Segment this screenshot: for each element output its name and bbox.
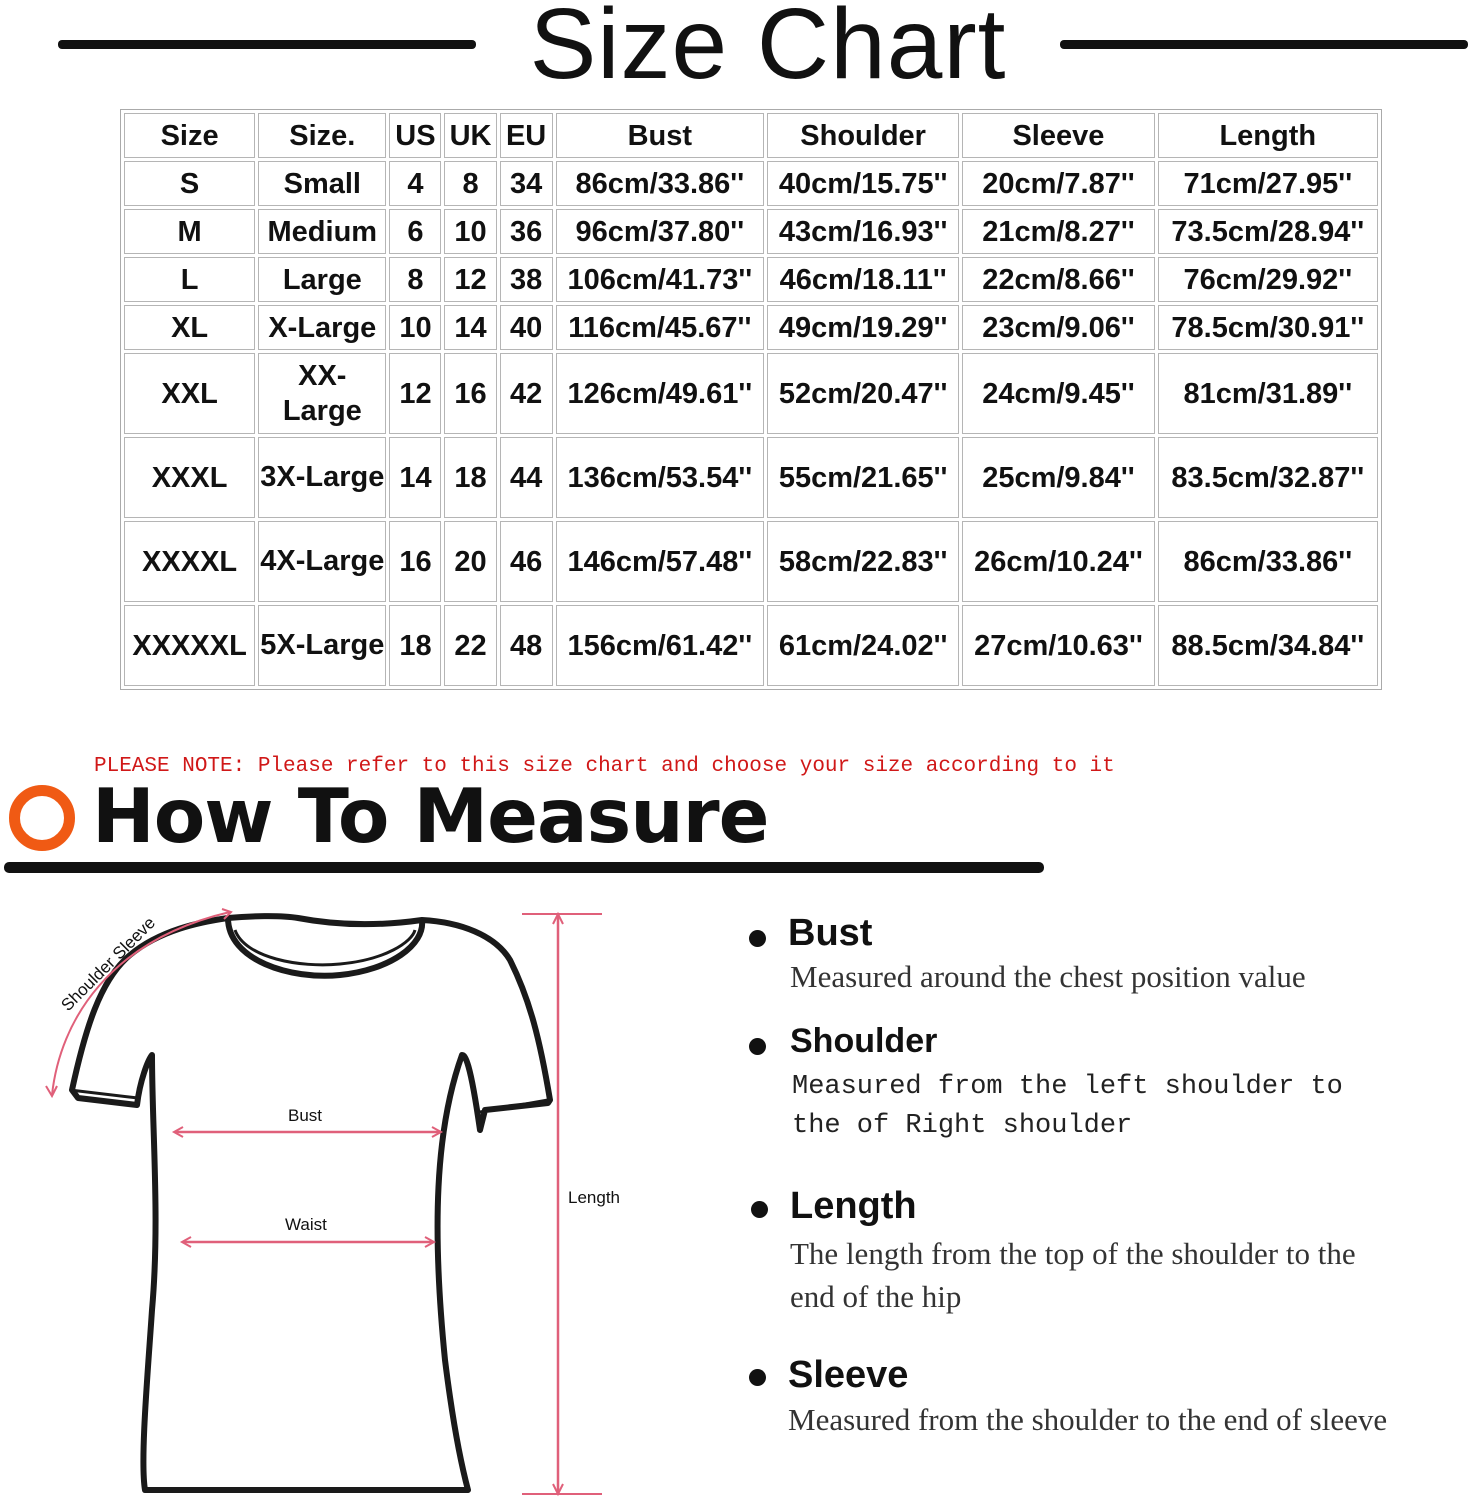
sleeve-heading: Sleeve bbox=[788, 1354, 909, 1396]
shoulder-description: Measured from the left shoulder to the of Right shoulder bbox=[792, 1072, 1343, 1141]
table-cell: 36 bbox=[500, 209, 553, 254]
bullet-icon bbox=[749, 1369, 766, 1386]
table-cell: XXL bbox=[124, 353, 255, 434]
bust-heading: Bust bbox=[788, 912, 873, 954]
table-cell: 10 bbox=[389, 305, 441, 350]
shoulder-heading: Shoulder bbox=[790, 1022, 938, 1060]
table-cell: XXXL bbox=[124, 437, 255, 518]
table-header-row bbox=[124, 113, 1378, 158]
table-row bbox=[124, 161, 1378, 206]
table-cell: 61cm/24.02'' bbox=[767, 605, 959, 686]
length-label: Length bbox=[568, 1188, 620, 1207]
table-cell: 5X-Large bbox=[258, 605, 386, 686]
table-cell: 34 bbox=[500, 161, 553, 206]
sleeve-description: Measured from the shoulder to the end of sleeve bbox=[788, 1402, 1388, 1437]
table-cell: 46 bbox=[500, 521, 553, 602]
table-header-cell: US bbox=[389, 113, 441, 158]
table-header-cell: Sleeve bbox=[962, 113, 1154, 158]
table-cell: 6 bbox=[389, 209, 441, 254]
table-cell: 8 bbox=[444, 161, 496, 206]
bullet-icon bbox=[749, 1038, 766, 1055]
bullet-icon bbox=[751, 1201, 768, 1218]
page-title: Size Chart bbox=[529, 0, 1007, 100]
table-cell: XX-Large bbox=[258, 353, 386, 434]
table-cell: 81cm/31.89'' bbox=[1158, 353, 1378, 434]
table-row bbox=[124, 257, 1378, 302]
table-cell: 136cm/53.54'' bbox=[556, 437, 764, 518]
table-cell: 43cm/16.93'' bbox=[767, 209, 959, 254]
title-rule-left bbox=[58, 40, 476, 49]
table-cell: S bbox=[124, 161, 255, 206]
table-cell: XL bbox=[124, 305, 255, 350]
length-heading: Length bbox=[790, 1185, 917, 1227]
table-cell: L bbox=[124, 257, 255, 302]
table-header-cell: UK bbox=[444, 113, 496, 158]
table-cell: 40cm/15.75'' bbox=[767, 161, 959, 206]
table-row bbox=[124, 305, 1378, 350]
table-cell: 76cm/29.92'' bbox=[1158, 257, 1378, 302]
table-cell: 4X-Large bbox=[258, 521, 386, 602]
table-cell: 73.5cm/28.94'' bbox=[1158, 209, 1378, 254]
table-row bbox=[124, 437, 1378, 518]
table-cell: 156cm/61.42'' bbox=[556, 605, 764, 686]
table-cell: XXXXXL bbox=[124, 605, 255, 686]
table-cell: 22 bbox=[444, 605, 496, 686]
table-cell: 22cm/8.66'' bbox=[962, 257, 1154, 302]
shoulder-sleeve-label: Shoulder Sleeve bbox=[57, 913, 160, 1015]
table-header-cell: Bust bbox=[556, 113, 764, 158]
table-cell: 12 bbox=[389, 353, 441, 434]
table-cell: 16 bbox=[389, 521, 441, 602]
table-cell: 25cm/9.84'' bbox=[962, 437, 1154, 518]
title-rule-right bbox=[1060, 40, 1468, 49]
tshirt-outline bbox=[72, 916, 550, 1490]
bullet-icon bbox=[749, 930, 766, 947]
table-cell: 23cm/9.06'' bbox=[962, 305, 1154, 350]
table-header-cell: EU bbox=[500, 113, 553, 158]
table-cell: 18 bbox=[444, 437, 496, 518]
table-row bbox=[124, 353, 1378, 434]
table-cell: X-Large bbox=[258, 305, 386, 350]
table-cell: 27cm/10.63'' bbox=[962, 605, 1154, 686]
table-cell: 14 bbox=[444, 305, 496, 350]
table-cell: 12 bbox=[444, 257, 496, 302]
table-cell: 86cm/33.86'' bbox=[1158, 521, 1378, 602]
table-row bbox=[124, 521, 1378, 602]
table-cell: Small bbox=[258, 161, 386, 206]
please-note: PLEASE NOTE: Please refer to this size chart and choose your size according to it bbox=[94, 755, 1115, 778]
table-header-cell: Length bbox=[1158, 113, 1378, 158]
table-cell: 10 bbox=[444, 209, 496, 254]
table-cell: 20 bbox=[444, 521, 496, 602]
table-cell: 42 bbox=[500, 353, 553, 434]
table-cell: 88.5cm/34.84'' bbox=[1158, 605, 1378, 686]
table-cell: 49cm/19.29'' bbox=[767, 305, 959, 350]
table-cell: 86cm/33.86'' bbox=[556, 161, 764, 206]
size-chart-header bbox=[0, 0, 1472, 100]
bust-description: Measured around the chest position value bbox=[790, 959, 1306, 994]
table-cell: 26cm/10.24'' bbox=[962, 521, 1154, 602]
table-cell: 96cm/37.80'' bbox=[556, 209, 764, 254]
table-cell: 21cm/8.27'' bbox=[962, 209, 1154, 254]
table-cell: 24cm/9.45'' bbox=[962, 353, 1154, 434]
table-cell: 46cm/18.11'' bbox=[767, 257, 959, 302]
table-cell: 58cm/22.83'' bbox=[767, 521, 959, 602]
tshirt-measure-diagram bbox=[40, 900, 660, 1500]
table-cell: 55cm/21.65'' bbox=[767, 437, 959, 518]
table-cell: XXXXL bbox=[124, 521, 255, 602]
table-cell: 14 bbox=[389, 437, 441, 518]
table-cell: M bbox=[124, 209, 255, 254]
table-row bbox=[124, 209, 1378, 254]
tshirt-neckline bbox=[228, 918, 422, 976]
table-cell: Medium bbox=[258, 209, 386, 254]
ring-icon bbox=[9, 785, 75, 851]
table-cell: 48 bbox=[500, 605, 553, 686]
table-cell: 40 bbox=[500, 305, 553, 350]
bust-label: Bust bbox=[288, 1106, 323, 1125]
table-cell: 83.5cm/32.87'' bbox=[1158, 437, 1378, 518]
table-cell: 44 bbox=[500, 437, 553, 518]
table-header-cell: Size. bbox=[258, 113, 386, 158]
table-cell: 20cm/7.87'' bbox=[962, 161, 1154, 206]
table-cell: 8 bbox=[389, 257, 441, 302]
table-cell: Large bbox=[258, 257, 386, 302]
table-header-cell: Shoulder bbox=[767, 113, 959, 158]
table-cell: 38 bbox=[500, 257, 553, 302]
table-row bbox=[124, 605, 1378, 686]
table-cell: 4 bbox=[389, 161, 441, 206]
table-cell: 106cm/41.73'' bbox=[556, 257, 764, 302]
table-cell: 16 bbox=[444, 353, 496, 434]
table-cell: 116cm/45.67'' bbox=[556, 305, 764, 350]
length-description: The length from the top of the shoulder to the end of the hip bbox=[790, 1236, 1356, 1314]
measure-title-rule bbox=[4, 862, 1044, 873]
table-cell: 78.5cm/30.91'' bbox=[1158, 305, 1378, 350]
table-cell: 3X-Large bbox=[258, 437, 386, 518]
table-cell: 52cm/20.47'' bbox=[767, 353, 959, 434]
table-header-cell: Size bbox=[124, 113, 255, 158]
table-cell: 126cm/49.61'' bbox=[556, 353, 764, 434]
table-cell: 71cm/27.95'' bbox=[1158, 161, 1378, 206]
table-cell: 146cm/57.48'' bbox=[556, 521, 764, 602]
how-to-measure-title: How To Measure bbox=[92, 772, 769, 860]
waist-label: Waist bbox=[285, 1215, 327, 1234]
size-table bbox=[120, 109, 1382, 690]
table-cell: 18 bbox=[389, 605, 441, 686]
